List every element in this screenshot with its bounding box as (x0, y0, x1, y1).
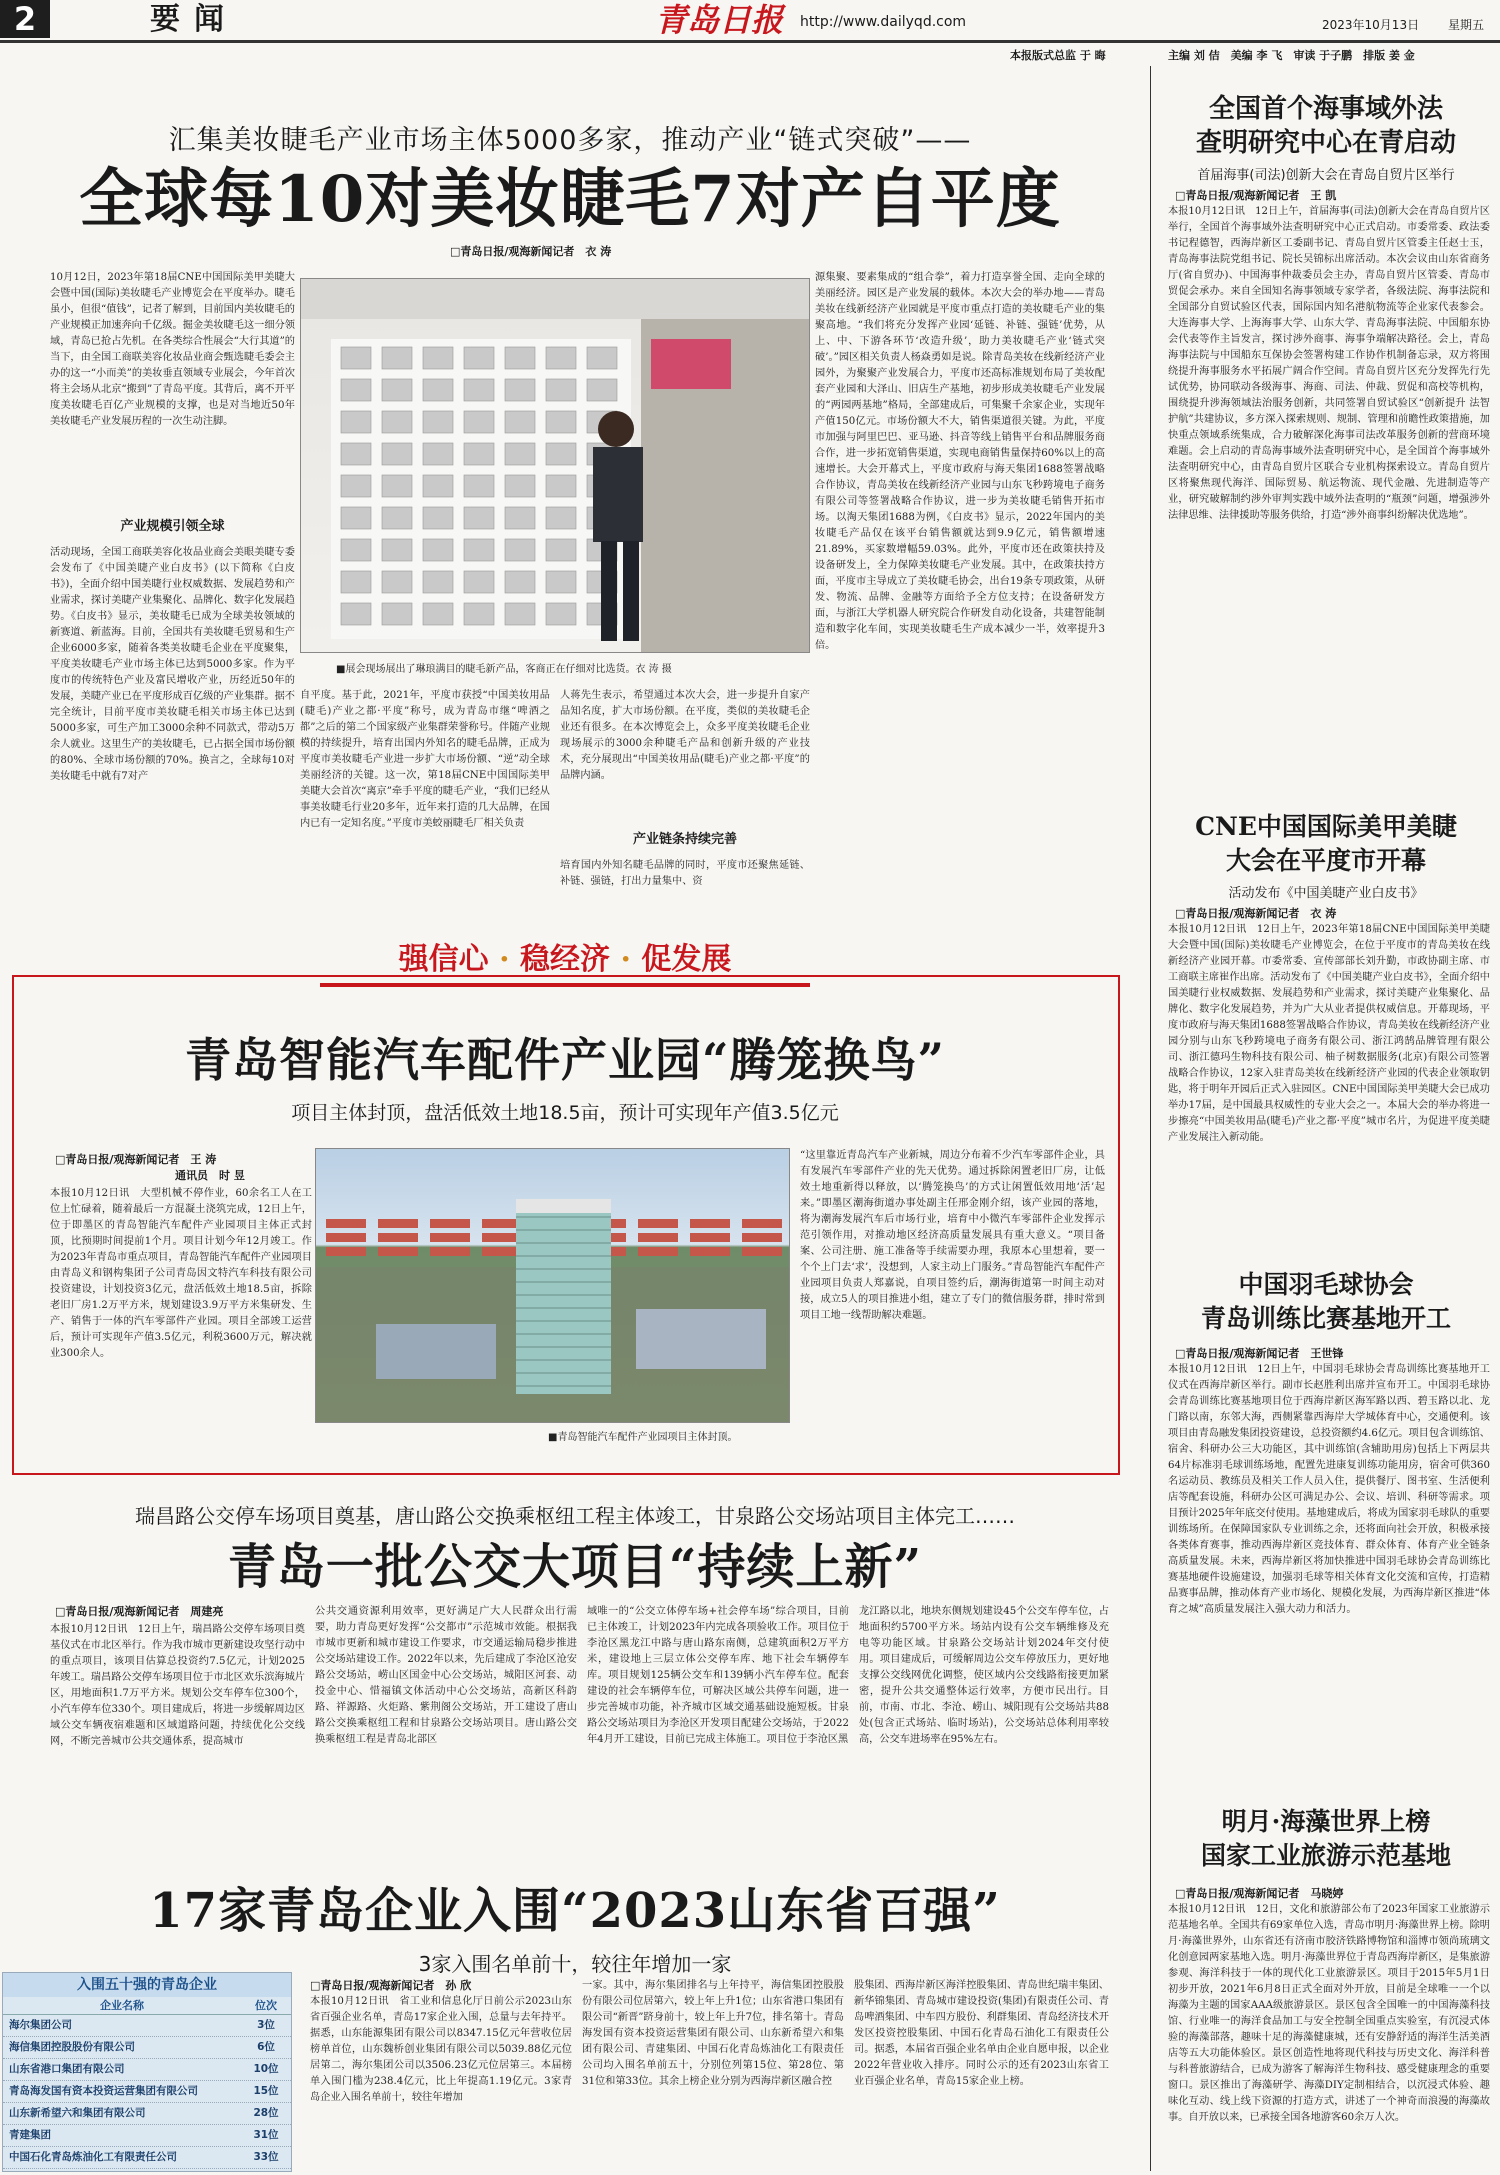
top17-subtitle: 3家入围名单前十，较往年增加一家 (418, 1952, 732, 1976)
bus-kicker: 瑞昌路公交停车场项目奠基，唐山路公交换乘枢纽工程主体竣工，甘泉路公交场站项目主体完工…… (135, 1504, 1015, 1528)
lead-col4: 源集聚、要素集成的“组合拳”，着力打造享誉全国、走向全球的美丽经济。园区是产业发展的载体。本次大会的举办地——青岛美妆在线新经济产业园就是平度市重点打造的美妆睫毛产业的集聚高地。“我们将充分发挥产业园‘延链、补链、强链’优势，从上、中、下游各环节‘改造升级’，助力美妆睫毛产业‘链式突破’。”园区相关负责人杨焱勇如是说。除青岛美妆在线新经济产业园外，为聚聚产业发展合力，平度市还高标准规划布局了美妆配套产业园和大泽山、旧店生产基地，初步形成美妆睫毛产业发展的“两园两基地”格局，全部建成后，可集聚千余家企业，实现年产值150亿元。市场份额大不大，销售渠道很关键。为此，平度市加强与阿里巴巴、亚马逊、抖音等线上销售平台和品牌服务商合作，进一步拓宽销售渠道，实现电商销售量保持60%以上的高速增长。大会开幕式上，平度市政府与海天集团1688签署战略合作协议，青岛美妆在线新经济产业园与山东飞秒跨境电子商务有限公司等签署战略合作协议，进一步为美妆睫毛销售开拓市场。以淘天集团1688为例，《白皮书》显示，2022年国内的美妆睫毛产品仅在该平台销售额就达到9.9亿元，销售额增速21.89%，买家数增幅59.03%。此外，平度市还在政策扶持及设备研发上，全力保障美妆睫毛产业发展。其中，在政策扶持方面，平度市主导成立了美妆睫毛协会，出台19条专项政策，从研发、物流、品牌、金融等方面给予全方位支持；在设备研发方面，与浙江大学机器人研究院合作研发自动化设备，共建智能制造和数字化车间，实现美妆睫毛生产成本减少一半，效率提升3倍。 (815, 272, 1105, 651)
side1-subtitle: 首届海事(司法)创新大会在青岛自贸片区举行 (1197, 168, 1455, 183)
side2-body: 本报10月12日讯 12日上午，2023年第18届CNE中国国际美甲美睫大会暨中国(国际)美妆睫毛产业博览会，在位于平度市的青岛美妆在线新经济产业园开幕。市委常委、宣传部部长刘升勤，市政协副主席、市工商联主席崔作出席。活动发布了《中国美睫产业白皮书》，全面介绍中国美睫行业权威数据、发展趋势和产业需求，探讨美睫产业集聚化、品牌化、数字化发展趋势，并为广大从业者提供权威信息。开幕现场，平度市政府与海天集团1688签署战略合作协议，青岛美妆在线新经济产业园分别与山东飞秒跨境电子商务有限公司、浙江鸿鹄品牌管理有限公司、浙江德玛生物科技有限公司、柚子树数据服务(北京)有限公司签署战略合作协议，12家入驻青岛美妆在线新经济产业园的代表企业领取钥匙，将于明年开园后正式入驻园区。CNE中国国际美甲美睫大会已成功举办17届，是中国最具权威性的专业大会之一。本届大会的举办将进一步擦亮“中国美妆用品(睫毛)产业之都·平度”城市名片，为促进平度美睫产业发展注入新动能。 (1168, 924, 1490, 1143)
side2-headline-line2: 大会在平度市开幕 (1225, 846, 1426, 875)
top17-col2: 一家。其中，海尔集团排名与上年持平，海信集团控股股份有限公司位居第六，较上年上升1位；山东省港口集团有限公司“新晋”跻身前十，较上年上升7位，排名第十。青岛海发国有资本投资运营集团有限公司、山东新希望六和集团有限公司、青建集团、中国石化青岛炼油化工有限责任公司均入围名单前五十，分别位列第15位、第28位、第31位和第33位。其余上榜企业分别为西海岸新区融合控 (582, 1980, 844, 2087)
staff-credits-right: 主编 刘 佶 美编 李 飞 审读 于子鹏 排版 姜 金 (1168, 49, 1415, 62)
side3-headline-line2: 青岛训练比赛基地开工 (1200, 1304, 1451, 1333)
table-cell-rank: 31位 (253, 2129, 279, 2141)
top17-headline: 17家青岛企业入围“2023山东省百强” (149, 1883, 1001, 1939)
top50-table-header-rank: 位次 (255, 1999, 277, 2012)
issue-weekday: 星期五 (1448, 18, 1485, 32)
top17-col3: 股集团、西海岸新区海洋控股集团、青岛世纪瑞丰集团、新华锦集团、青岛城市建设投资(集团)有限责任公司、青岛啤酒集团、中车四方股份、利群集团、青岛经济技术开发区投资控股集团、中国石化青岛石油化工有限责任公司。据悉，本届省百强企业名单由企业自愿申报，以企业2022年营业收入排序。同时公示的还有2023山东省工业百强企业名单，青岛15家企业上榜。 (854, 1980, 1109, 2087)
auto-parts-subtitle: 项目主体封顶，盘活低效土地18.5亩，预计可实现年产值3.5亿元 (291, 1102, 839, 1124)
bus-col1: 本报10月12日讯 12日上午，瑞昌路公交停车场项目奠基仪式在市北区举行。作为我市城市更新建设攻坚行动中的重点项目，该项目估算总投资约7.5亿元，计划2025年竣工。瑞昌路公交停车场项目位于市北区欢乐滨海城片区，用地面积1.7万平方米。规划公交车停车位300个，小汽车停车位330个。项目建成后，将进一步缓解周边区域公交车辆夜宿难题和区域道路问题，持续优化公交线网，不断完善城市公共交通体系，提高城市 (50, 1624, 305, 1747)
side1-headline-line1: 全国首个海事域外法 (1208, 94, 1443, 124)
lead-byline: □青岛日报/观海新闻记者 衣 涛 (450, 245, 612, 258)
table-row (3, 2125, 291, 2147)
table-row (3, 2081, 291, 2103)
lead-col3b: 培育国内外知名睫毛品牌的同时，平度市还聚焦延链、补链、强链，打出力量集中、资 (560, 860, 810, 887)
table-cell-company: 山东省港口集团有限公司 (9, 2063, 125, 2075)
lead-headline: 全球每10对美妆睫毛7对产自平度 (79, 162, 1061, 237)
table-cell-company: 海尔集团公司 (9, 2019, 72, 2031)
table-cell-company: 海信集团控股股份有限公司 (9, 2041, 135, 2053)
table-cell-company: 山东新希望六和集团有限公司 (9, 2107, 146, 2119)
side2-subtitle: 活动发布《中国美睫产业白皮书》 (1228, 886, 1424, 901)
table-cell-rank: 33位 (253, 2151, 279, 2163)
lead-photo-eyelash-display (300, 278, 810, 653)
lead-subhead-2: 产业链条持续完善 (632, 832, 737, 847)
table-row (3, 2015, 291, 2037)
auto-byline-reporter: □青岛日报/观海新闻记者 王 涛 (55, 1153, 217, 1166)
side4-headline-line1: 明月·海藻世界上榜 (1221, 1807, 1431, 1836)
bus-headline: 青岛一批公交大项目“持续上新” (227, 1539, 923, 1595)
column-divider (1150, 66, 1151, 2171)
auto-photo-industrial-park (315, 1148, 790, 1423)
side2-headline-line1: CNE中国国际美甲美睫 (1195, 812, 1457, 841)
issue-date: 2023年10月13日 (1322, 18, 1420, 32)
lead-col1: 10月12日，2023年第18届CNE中国国际美甲美睫大会暨中国(国际)美妆睫毛产业博览会在平度举办。睫毛虽小，但很“值钱”，记者了解到，目前国内美妆睫毛的产业规模正加速奔向千亿级。掘金美妆睫毛这一细分领域，青岛已抢占先机。在各类综合性展会“大行其道”的当下，由全国工商联美容化妆品业商会甄选睫毛委会主办的这一“小而美”的美妆垂直领域专业展会，今年首次将主会场从北京“搬到”了青岛平度。其背后，离不开平度美妆睫毛百亿产业规模的支撑，也是对当地近50年美妆睫毛产业发展历程的一次生动注脚。 (50, 272, 295, 427)
side4-byline: □青岛日报/观海新闻记者 马晓婷 (1175, 1887, 1344, 1900)
auto-parts-headline: 青岛智能汽车配件产业园“腾笼换鸟” (185, 1033, 945, 1087)
lead-col2: 自平度。基于此，2021年，平度市获授“中国美妆用品(睫毛)产业之都·平度”称号，成为青岛市继“啤酒之都”之后的第二个国家级产业集群荣誉称号。伴随产业规模的持续提升，培育出国内外知名的睫毛品牌，正成为平度市美妆睫毛产业进一步扩大市场份额、“逆”动全球美丽经济的关键。这一次，第18届CNE中国国际美甲美睫大会首次“离京”牵手平度的睫毛产业，“我们已经从事美妆睫毛行业20多年，近年来打造的几大品牌，在国内已有一定知名度。”平度市美蛟丽睫毛厂相关负责 (300, 690, 550, 829)
table-cell-rank: 3位 (257, 2019, 275, 2031)
slogan-3: 促发展 (641, 942, 732, 977)
table-cell-company: 青岛海发国有资本投资运营集团有限公司 (9, 2085, 198, 2097)
bus-byline: □青岛日报/观海新闻记者 周建亮 (55, 1605, 224, 1618)
website-url[interactable]: http://www.dailyqd.com (800, 14, 967, 30)
masthead-rule (0, 40, 1500, 43)
table-cell-company: 中国石化青岛炼油化工有限责任公司 (9, 2151, 177, 2163)
side1-byline: □青岛日报/观海新闻记者 王 凯 (1175, 189, 1337, 202)
page-number-badge: 2 (0, 0, 50, 38)
side4-headline-line2: 国家工业旅游示范基地 (1200, 1841, 1451, 1870)
top17-byline: □青岛日报/观海新闻记者 孙 欣 (310, 1979, 472, 1992)
auto-byline-correspondent: 通讯员 时 昱 (175, 1169, 245, 1182)
side4-body: 本报10月12日讯 12日，文化和旅游部公布了2023年国家工业旅游示范基地名单。全国共有69家单位入选，青岛市明月·海藻世界上榜。除明月·海藻世界外，山东省还有济南市胶济铁路博物馆和淄博市领尚琉璃文化创意园两家基地入选。明月·海藻世界位于青岛西海岸新区，是集旅游参观、海洋科技于一体的现代化工业旅游景区。项目于2015年5月1日初步开放，2021年6月8日正式全面对外开放，目前是全球唯一一个以海藻为主题的国家AAA级旅游景区。景区包含全国唯一的中国海藻科技馆、行业唯一的海洋食品加工与安全控制全国重点实验室，有沉浸式体验的海藻部落，趣味十足的海藻健康城，还有安静舒适的海洋生活美酒店等五大功能体验区。景区创造性地将现代科技与历史文化、海洋科普与科普旅游结合，已成为游客了解海洋生物科技、感受健康理念的重要窗口。景区推出了海藻研学、海藻DIY定制相结合，以沉浸式体验、趣味化互动、线上线下资源的打造方式，讲述了一个神奇而浪漫的海藻故事。自开放以来，已承接全国各地游客60余万人次。 (1168, 1904, 1490, 2123)
staff-credits-left: 本报版式总监 于 晦 (1010, 49, 1106, 62)
bus-col4: 龙江路以北，地块东侧规划建设45个公交车停车位，占地面积约5700平方米。场站内设有公交车辆维修及充电等功能区域。甘泉路公交场站计划2024年交付使用。项目建成后，可缓解周边公交车停放压力，更好地支撑公交线网优化调整，使区域内公交线路衔接更加紧密，提升公共交通整体运行效率，方便市民出行。目前，市南、市北、李沧、崂山、城阳现有公交场站共88处(包含正式场站、临时场站)，公交场站总体利用率较高，公交车进场率在95%左右。 (859, 1606, 1109, 1745)
table-cell-company: 青建集团 (9, 2129, 51, 2141)
side1-headline-line2: 查明研究中心在青启动 (1195, 128, 1456, 158)
side3-body: 本报10月12日讯 12日上午，中国羽毛球协会青岛训练比赛基地开工仪式在西海岸新区举行。副市长赵胜利出席并宣布开工。中国羽毛球协会青岛训练比赛基地项目位于西海岸新区海军路以西、碧玉路以北、龙门路以南，东邻大海，西侧紧靠西海岸大学城体育中心，交通便利。该项目由青岛融发集团投资建设，总投资额约4.6亿元。项目包含训练馆、宿舍、科研办公三大功能区，其中训练馆(含辅助用房)包括上下两层共64片标准羽毛球训练场地，配置先进康复训练功能用房，宿舍可供360名运动员、教练员及相关工作人员入住，提供餐厅、图书室、生活便利店等配套设施，科研办公区可满足办公、会议、培训、科研等需求。项目预计2025年年底交付使用。基地建成后，将成为国家羽毛球队的重要训练场所。在保障国家队专业训练之余，还将面向社会开放，积极承接各类体育赛事，推动西海岸新区竞技体育、群众体育、体育产业全链条高质量发展。未来，西海岸新区将加快推进中国羽毛球协会青岛训练比赛基地硬件设施建设，加强羽毛球等相关体育文化交流和宣传，打造精品赛事品牌，推动体育产业市场化、规模化发展，为西海岸新区推进“体育之城”高质量发展注入强大动力和活力。 (1168, 1364, 1490, 1615)
auto-photo-caption: ■青岛智能汽车配件产业园项目主体封顶。 (548, 1432, 738, 1443)
bus-col3: 域唯一的“公交立体停车场+社会停车场”综合项目，目前已主体竣工，计划2023年内完成各项验收工作。项目位于李沧区黑龙江中路与唐山路东南侧，总建筑面积2万平方米，建设地上三层立体公交停车库、地下社会车辆停车库。项目规划125辆公交车和139辆小汽车停车位。配套建设的社会车辆停车位，可解决区域公共停车问题，进一步完善城市功能，补齐城市区域交通基础设施短板。甘泉路公交场站项目为李沧区开发项目配建公交场站，于2022年4月开工建设，目前已完成主体施工。项目位于李沧区黑 (587, 1606, 849, 1745)
side2-byline: □青岛日报/观海新闻记者 衣 涛 (1175, 907, 1337, 920)
side1-body: 本报10月12日讯 12日上午，首届海事(司法)创新大会在青岛自贸片区举行，全国首个海事域外法查明研究中心正式启动。市委常委、政法委书记程德智，西海岸新区工委副书记、青岛自贸片区管委主任赵士玉，青岛海事法院党组书记、院长吴锦标出席活动。本次会议由山东省商务厅(省自贸办)、中国海事仲裁委员会主办，青岛自贸片区管委、青岛市贸促会承办。来自全国知名海事领域专家学者，各级法院、海事法院和全国部分自贸试验区代表，国际国内知名港航物流等企业家代表参会。大连海事大学、上海海事大学、山东大学、青岛海事法院、中国船东协会代表等作主旨发言，探讨涉外商事、海事争端解决路径。会上，青岛海事法院与中国船东互保协会签署构建工作协作机制备忘录，双方将围绕提升海事服务水平拓展广阔合作空间。青岛自贸片区充分发挥先行先试优势，协同联动各级海事、海商、司法、仲裁、贸促和高校等机构，围绕提升涉海领域法治服务创新，共同签署自贸试验区“创新提升 法智护航”共建协议，多方深入探索规则、规制、管理和前瞻性政策措施，加快重点领域系统集成，合力破解深化海事司法改革服务创新的营商环境难题。会上启动的青岛海事域外法查明研究中心，是全国首个海事域外法查明研究中心，由青岛自贸片区联合专业机构探索设立。青岛自贸片区将聚焦现代海洋、国际贸易、航运物流、现代金融、先进制造等产业，研究破解制约涉外审判实践中域外法查明的“瓶颈”问题，增强涉外法律思维、法律援助等服务供给，打造“涉外商事纠纷解决优选地”。 (1168, 206, 1490, 521)
table-cell-rank: 28位 (253, 2107, 279, 2119)
table-row (3, 2037, 291, 2059)
lead-photo-caption: ■展会现场展出了琳琅满目的睫毛新产品，客商正在仔细对比选货。衣 涛 摄 (336, 664, 672, 675)
table-cell-rank: 6位 (257, 2041, 275, 2053)
side3-headline-line1: 中国羽毛球协会 (1238, 1270, 1414, 1299)
section-name: 要闻 (150, 2, 238, 37)
top50-table-header-name: 企业名称 (100, 1999, 144, 2012)
newspaper-logo: 青岛日报 (655, 1, 784, 39)
table-row (3, 2147, 291, 2169)
table-row (3, 2059, 291, 2081)
side3-byline: □青岛日报/观海新闻记者 王世锋 (1175, 1347, 1344, 1360)
top50-table (2, 1972, 292, 2172)
lead-col3: 人蒋先生表示，希望通过本次大会，进一步提升自家产品知名度，扩大市场份额。在平度，类似的美妆睫毛企业还有很多。在本次博览会上，众多平度美妆睫毛企业现场展示的3000余种睫毛产品和创新升级的产业技术，充分展现出“中国美妆用品(睫毛)产业之都·平度”的品牌内涵。 (560, 690, 810, 781)
lead-kicker: 汇集美妆睫毛产业市场主体5000多家，推动产业“链式突破”—— (168, 125, 972, 156)
campaign-banner: 强信心 · 稳经济 · 促发展 (398, 942, 732, 977)
lead-subhead-1: 产业规模引领全球 (120, 519, 225, 534)
auto-col2: “这里靠近青岛汽车产业新城，周边分布着不少汽车零部件企业，具有发展汽车零部件产业的先天优势。通过拆除闲置老旧厂房，让低效土地重新得以释放，以‘腾笼换鸟’的方式让闲置低效用地‘活’起来。”即墨区潮海街道办事处副主任邢金刚介绍，该产业园的落地，将为潮海发展汽车后市场行业，培育中小微汽车零部件企业发挥示范引领作用，对推动地区经济高质量发展具有重大意义。“项目备案、公司注册、施工准备等手续需要办理，我原本心里想着，要一个个上门去‘求’，没想到，人家主动上门服务。”青岛智能汽车配件产业园项目负责人郑嘉说，自项目签约后，潮海街道第一时间主动对接，成立5人的项目推进小组，建立了专门的微信服务群，排时常到项目工地一线帮助解决难题。 (800, 1150, 1105, 1321)
top17-col1: 本报10月12日讯 省工业和信息化厅日前公示2023山东省百强企业名单，青岛17家企业入围，总量与去年持平。据悉，山东能源集团有限公司以8347.15亿元年营收位居榜单首位，山东魏桥创业集团有限公司以5039.88亿元位居第二，海尔集团公司以3506.23亿元位居第三。本届榜单入围门槛为238.4亿元，比上年提高1.19亿元。3家青岛企业入围名单前十，较往年增加 (310, 1996, 572, 2103)
table-cell-rank: 15位 (253, 2085, 279, 2097)
lead-col1b: 活动现场，全国工商联美容化妆品业商会美眼美睫专委会发布了《中国美睫产业白皮书》(以下简称《白皮书》)，全面介绍中国美睫行业权威数据、发展趋势和产业需求，探讨美睫产业集聚化、品牌化、数字化发展趋势。《白皮书》显示，美妆睫毛已成为全球美妆领域的新赛道、新蓝海。目前，全国共有美妆睫毛贸易和生产企业6000多家，随着各类美妆睫毛企业在平度聚集，平度美妆睫毛产业市场主体已达到5000多家。作为平度市的传统特色产业及富民增收产业，历经近50年的发展，美睫产业已在平度形成百亿级的产业集群。据不完全统计，目前平度市美妆睫毛相关市场主体已达到5000多家，可生产加工3000余种不同款式，带动5万余人就业。这里生产的美妆睫毛，已占据全国市场份额的80%、全球市场份额的70%。换言之，全球每10对美妆睫毛中就有7对产 (50, 547, 295, 782)
slogan-1: 强信心 (398, 942, 489, 977)
bus-col2: 公共交通资源利用效率，更好满足广大人民群众出行需要，助力青岛更好发挥“公交都市”示范城市效能。根据我市城市更新和城市建设工作要求，市交通运输局稳步推进公交场站建设工作。2022年以来，先后建成了李沧区沧安路公交场站，崂山区国金中心公交场站，城阳区河套、动投金中心、惜福镇文体活动中心公交场站，高新区科韵路、祥源路、火炬路、紫荆阁公交场站，开工建设了唐山路公交换乘枢纽工程和甘泉路公交场站项目。唐山路公交换乘枢纽工程是青岛北部区 (315, 1606, 577, 1745)
table-row (3, 2103, 291, 2125)
table-cell-rank: 10位 (253, 2063, 279, 2075)
top50-table-title: 入围五十强的青岛企业 (3, 1973, 291, 1997)
slogan-2: 稳经济 (520, 942, 610, 977)
auto-col1: 本报10月12日讯 大型机械不停作业，60余名工人在工位上忙碌着，随着最后一方混凝土浇筑完成，12日上午，位于即墨区的青岛智能汽车配件产业园项目主体正式封顶，比预期时间提前1个月。项目计划今年12月竣工。作为2023年青岛市重点项目，青岛智能汽车配件产业园项目由青岛义和钢构集团子公司青岛因文特汽车科技有限公司投资建设，计划投资3亿元，盘活低效土地18.5亩，拆除老旧厂房1.2万平方米，规划建设3.9万平方米集研发、生产、销售于一体的汽车零部件产业园。项目全部竣工运营后，预计可实现年产值3.5亿元，利税3600万元，解决就业300余人。 (50, 1188, 312, 1359)
